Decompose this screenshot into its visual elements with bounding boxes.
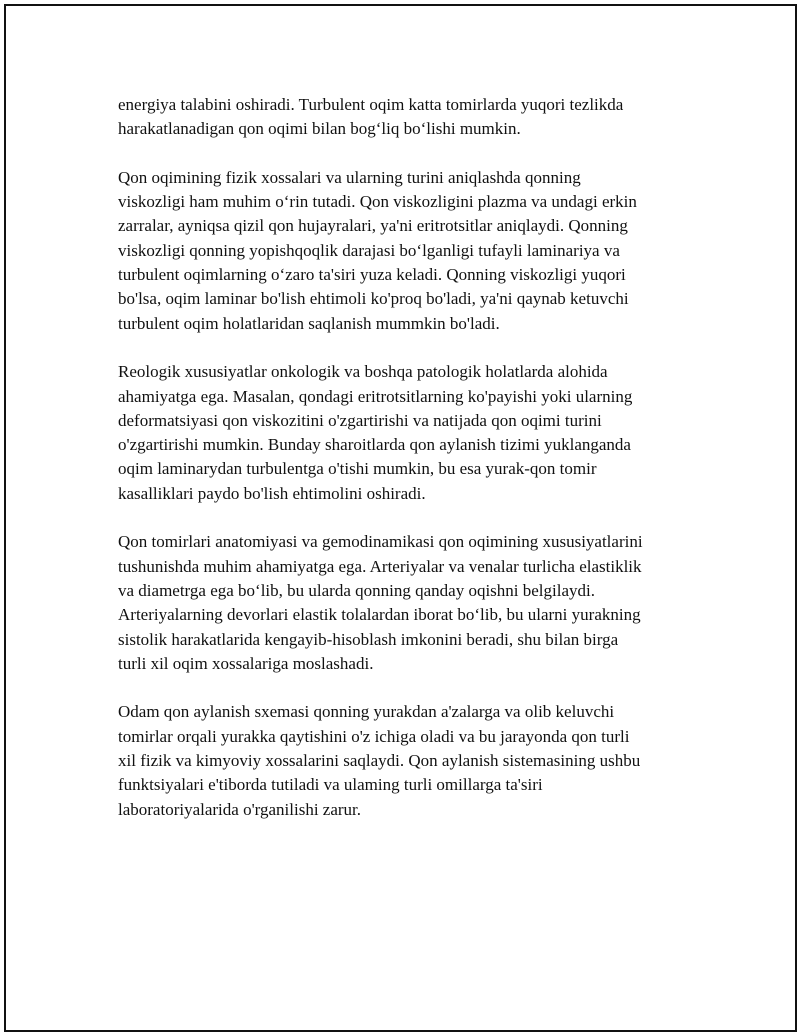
paragraph: energiya talabini oshiradi. Turbulent oqim katta tomirlarda yuqori tezlikda harakatlanadigan qon oqimi bilan bog‘liq bo‘lishi mumkin. <box>118 95 624 139</box>
paragraph: Odam qon aylanish sxemasi qonning yurakdan a'zalarga va olib keluvchi tomirlar orqali yurakka qaytishini o'z ichiga oladi va bu jarayonda qon turli xil fizik va kimyoviy xossalarini saqlaydi. Qon aylanish sistemasining ushbu funktsiyalari e'tiborda tutiladi va ulaming turli omillarga ta'siri laboratoriyalarida o'rganilishi zarur. <box>118 702 641 819</box>
paragraph: Qon tomirlari anatomiyasi va gemodinamikasi qon oqimining xususiyatlarini tushunishda muhim ahamiyatga ega. Arteriyalar va venalar turlicha elastiklik va diametrga ega bo‘lib, bu ularda qonning qanday oqishni belgilaydi. Arteriyalarning devorlari elastik tolalardan iborat bo‘lib, bu ularni yurakning sistolik harakatlarida kengayib-hisoblash imkonini beradi, shu bilan birga turli xil oqim xossalariga moslashadi. <box>118 532 643 673</box>
paragraph: Reologik xususiyatlar onkologik va boshqa patologik holatlarda alohida ahamiyatga ega. Masalan, qondagi eritrotsitlarning ko'payishi yoki ularning deformatsiyasi qon viskozitini o'zgartirishi va natijada qon oqimi turini o'zgartirishi mumkin. Bunday sharoitlarda qon aylanish tizimi yuklanganda oqim laminarydan turbulentga o'tishi mumkin, bu esa yurak-qon tomir kasalliklari paydo bo'lish ehtimolini oshiradi. <box>118 362 633 503</box>
paragraph: Qon oqimining fizik xossalari va ularning turini aniqlashda qonning viskozligi ham muhim o‘rin tutadi. Qon viskozligini plazma va undagi erkin zarralar, ayniqsa qizil qon hujayralari, ya'ni eritrotsitlar aniqlaydi. Qonning viskozligi qonning yopishqoqlik darajasi bo‘lganligi tufayli laminariya va turbulent oqimlarning o‘zaro ta'siri yuza keladi. Qonning viskozligi yuqori bo'lsa, oqim laminar bo'lish ehtimoli ko'proq bo'ladi, ya'ni qaynab ketuvchi turbulent oqim holatlaridan saqlanish mummkin bo'ladi. <box>118 167 637 333</box>
page-body <box>118 93 698 846</box>
